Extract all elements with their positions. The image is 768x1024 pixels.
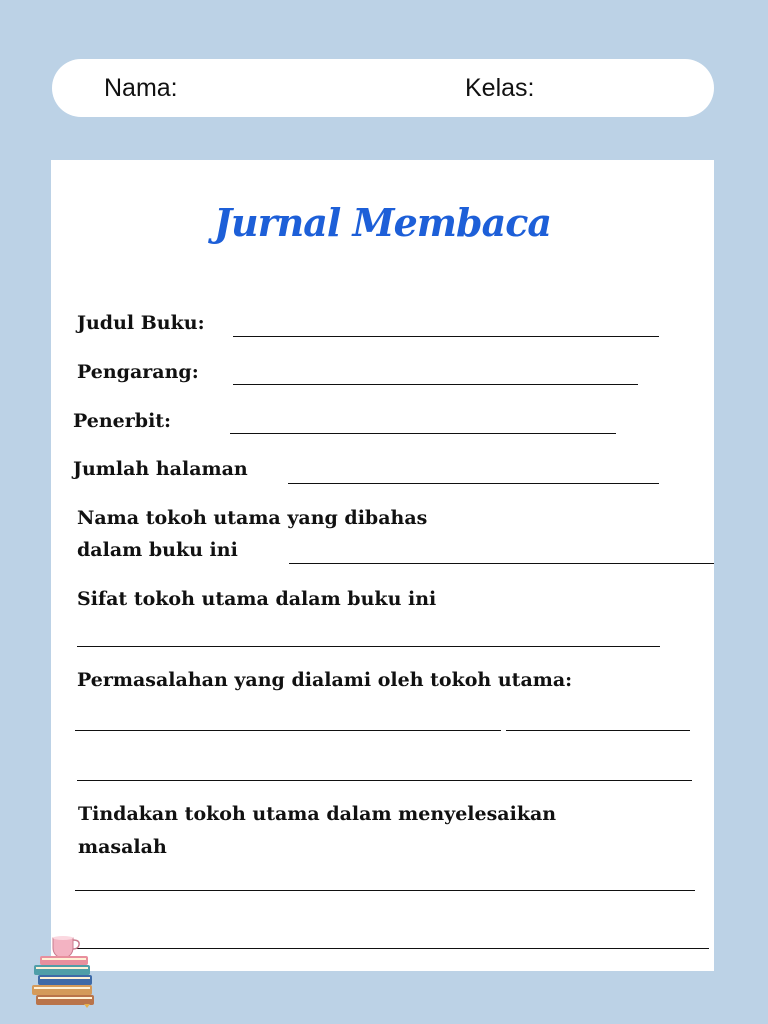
main-character-answer-line[interactable]	[289, 563, 714, 564]
actions-label-line2: masalah	[78, 836, 167, 858]
worksheet-card	[51, 160, 714, 971]
page-count-answer-line[interactable]	[288, 483, 659, 484]
book-title-answer-line[interactable]	[233, 336, 659, 337]
actions-answer-line-1[interactable]	[75, 890, 695, 891]
page-count-label: Jumlah halaman	[73, 458, 248, 480]
student-info-bar	[52, 59, 714, 117]
character-traits-answer-line[interactable]	[77, 646, 660, 647]
book-title-label: Judul Buku:	[77, 312, 205, 334]
problems-answer-line-2[interactable]	[77, 780, 692, 781]
name-label: Nama:	[104, 74, 178, 102]
problems-label: Permasalahan yang dialami oleh tokoh utama:	[77, 669, 573, 691]
main-character-label-line2: dalam buku ini	[77, 539, 238, 561]
main-character-label-line1: Nama tokoh utama yang dibahas	[77, 507, 428, 529]
problems-answer-line-1b[interactable]	[506, 730, 690, 731]
author-answer-line[interactable]	[233, 384, 638, 385]
publisher-label: Penerbit:	[73, 410, 172, 432]
publisher-answer-line[interactable]	[230, 433, 616, 434]
class-label: Kelas:	[465, 74, 535, 102]
problems-answer-line-1a[interactable]	[75, 730, 501, 731]
character-traits-label: Sifat tokoh utama dalam buku ini	[77, 588, 437, 610]
book-stack-with-cup-icon	[28, 930, 100, 1008]
actions-answer-line-2[interactable]	[75, 948, 709, 949]
page-title: Jurnal Membaca	[214, 200, 551, 245]
actions-label-line1: Tindakan tokoh utama dalam menyelesaikan	[78, 803, 557, 825]
author-label: Pengarang:	[77, 361, 199, 383]
